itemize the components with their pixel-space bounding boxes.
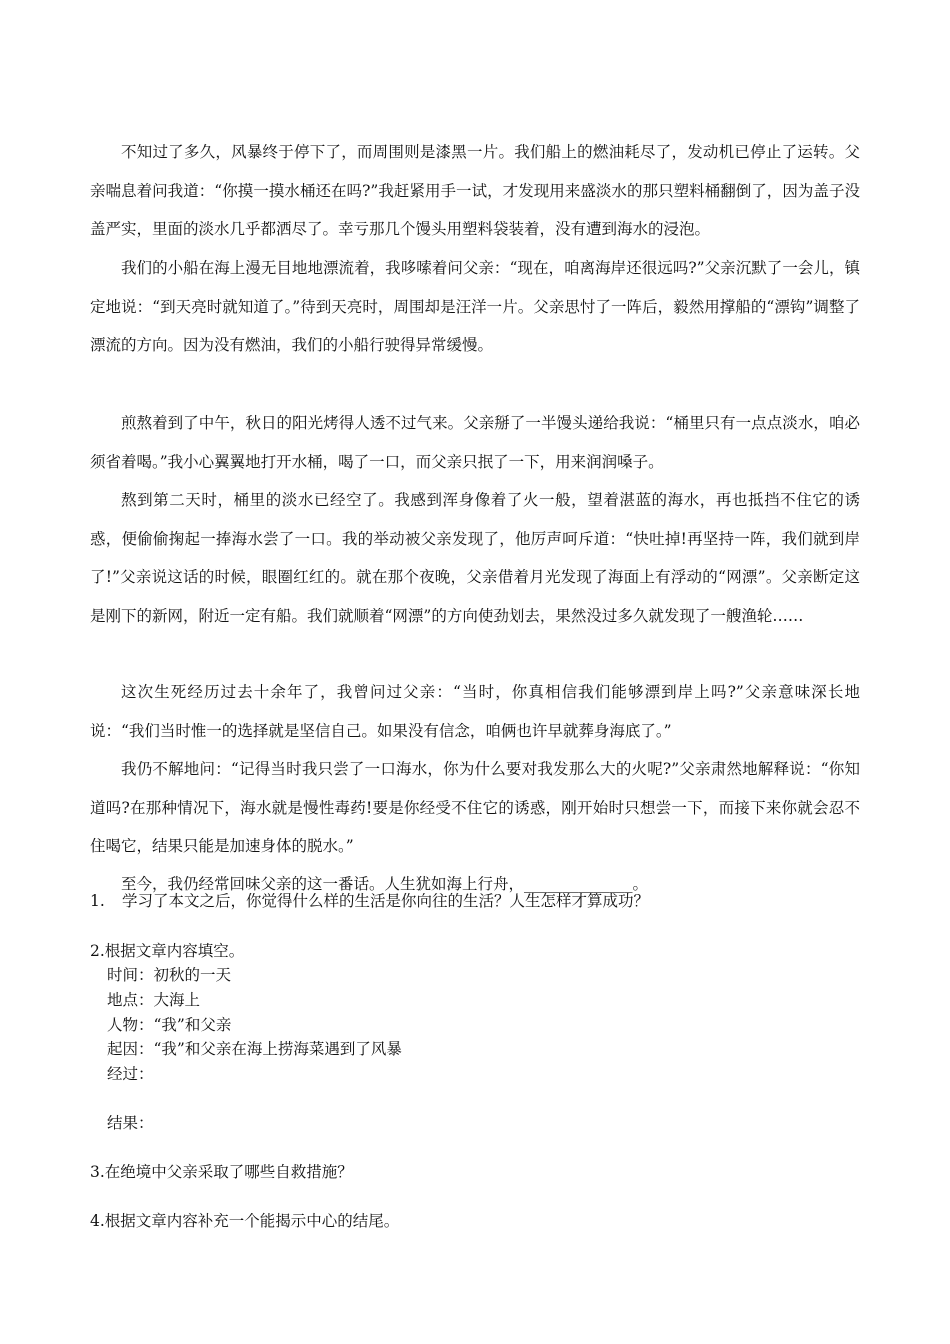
field-time: 时间：初秋的一天 bbox=[107, 966, 232, 984]
question-2-title: 2.根据文章内容填空。 bbox=[90, 942, 245, 960]
paragraph-3: 煎熬着到了中午，秋日的阳光烤得人透不过气来。父亲掰了一半馒头递给我说：“桶里只有一点点淡水，咱必须省着喝。”我小心翼翼地打开水桶，喝了一口，而父亲只抿了一下，用来润润嗓子。 bbox=[90, 414, 860, 471]
paragraph-7: 至今，我仍经常回味父亲的这一番话。人生犹如海上行舟，______________。 bbox=[121, 875, 649, 893]
paragraph-4: 熬到第二天时，桶里的淡水已经空了。我感到浑身像着了火一般，望着湛蓝的海水，再也抵挡不住它的诱惑，便偷偷掬起一捧海水尝了一口。我的举动被父亲发现了，他厉声呵斥道：“快吐掉!再坚持一阵，我们就到岸了!”父亲说这话的时候，眼圈红红的。就在那个夜晚，父亲借着月光发现了海面上有浮动的“网漂”。父亲断定这是刚下的新网，附近一定有船。我们就顺着“网漂”的方向使劲划去，果然没过多久就发现了一艘渔轮…… bbox=[90, 491, 860, 625]
question-3: 3.在绝境中父亲采取了哪些自救措施？ bbox=[90, 1163, 353, 1181]
field-people: 人物：“我”和父亲 bbox=[107, 1016, 232, 1034]
paragraph-1: 不知过了多久，风暴终于停下了，而周围则是漆黑一片。我们船上的燃油耗尽了，发动机已停止了运转。父亲喘息着问我道：“你摸一摸水桶还在吗?”我赶紧用手一试，才发现用来盛淡水的那只塑料桶翻倒了，因为盖子没盖严实，里面的淡水几乎都洒尽了。幸亏那几个馒头用塑料袋装着，没有遭到海水的浸泡。 bbox=[90, 143, 860, 238]
field-process: 经过： bbox=[107, 1065, 154, 1083]
field-cause: 起因：“我”和父亲在海上捞海菜遇到了风暴 bbox=[107, 1040, 402, 1058]
question-1 bbox=[90, 889, 860, 913]
field-result: 结果： bbox=[107, 1114, 154, 1132]
question-1-number: 1. bbox=[90, 892, 105, 910]
paragraph-2: 我们的小船在海上漫无目地地漂流着，我哆嗦着问父亲：“现在，咱离海岸还很远吗?”父亲沉默了一会儿，镇定地说：“到天亮时就知道了。”待到天亮时，周围却是汪洋一片。父亲思忖了一阵后，毅然用撑船的“漂钩”调整了漂流的方向。因为没有燃油，我们的小船行驶得异常缓慢。 bbox=[90, 259, 860, 354]
paragraph-5: 这次生死经历过去十余年了，我曾问过父亲：“当时，你真相信我们能够漂到岸上吗?”父亲意味深长地说：“我们当时惟一的选择就是坚信自己。如果没有信念，咱俩也许早就葬身海底了。” bbox=[90, 683, 860, 740]
field-place: 地点：大海上 bbox=[107, 991, 201, 1009]
question-4: 4.根据文章内容补充一个能揭示中心的结尾。 bbox=[90, 1212, 400, 1230]
paragraph-6: 我仍不解地问：“记得当时我只尝了一口海水，你为什么要对我发那么大的火呢?”父亲肃然地解释说：“你知道吗?在那种情况下，海水就是慢性毒药!要是你经受不住它的诱惑，刚开始时只想尝一下，而接下来你就会忍不住喝它，结果只能是加速身体的脱水。” bbox=[90, 760, 860, 855]
question-1-text: 学习了本文之后，你觉得什么样的生活是你向往的生活？人生怎样才算成功？ bbox=[122, 892, 650, 910]
